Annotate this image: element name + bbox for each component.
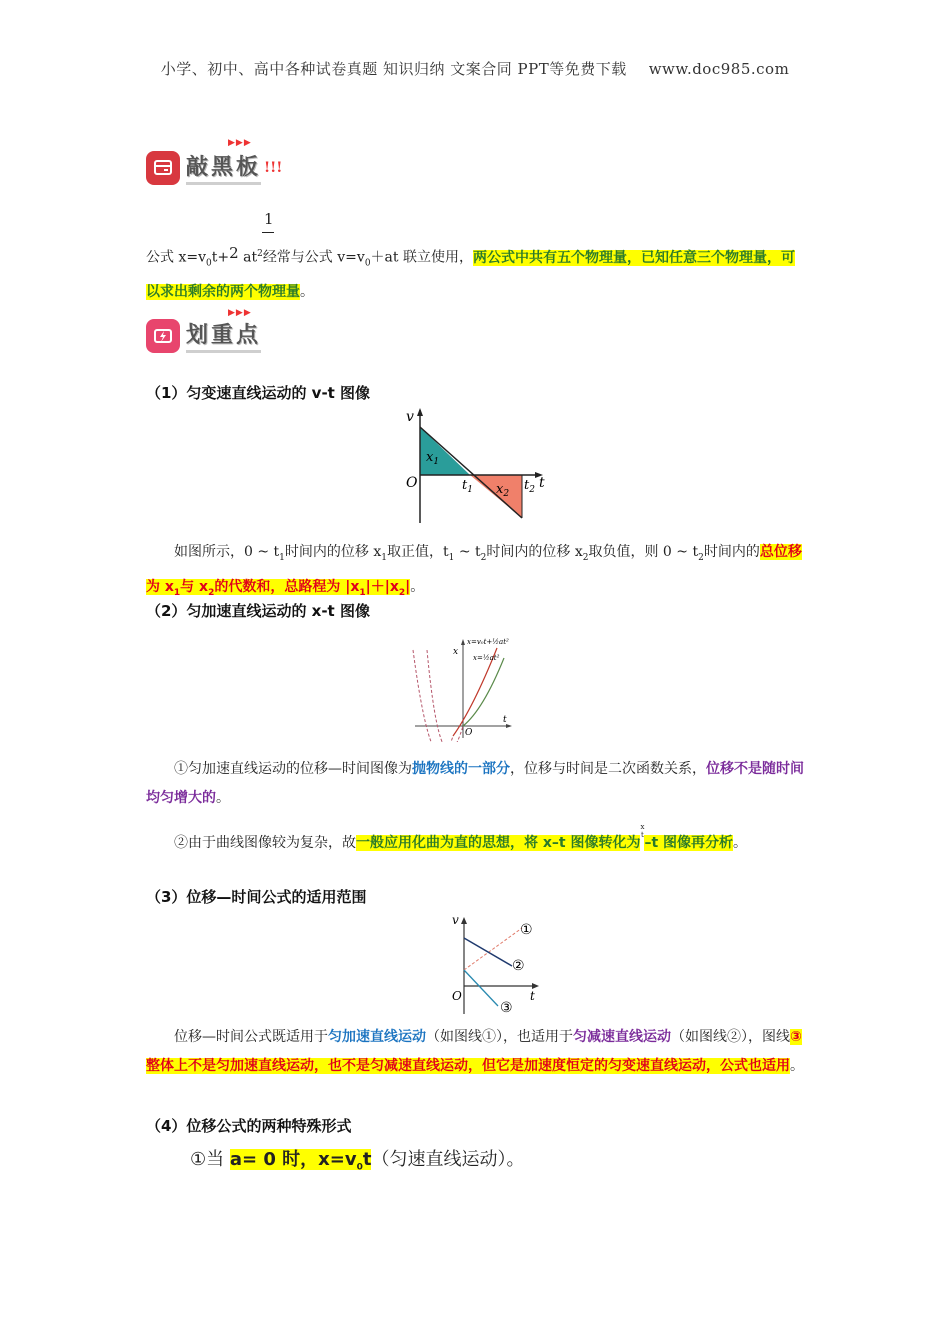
section3-paragraph: 位移—时间公式既适用于匀加速直线运动（如图线①），也适用于匀减速直线运动（如图线②），图线③整体上不是匀加速直线运动，也不是匀减速直线运动，但它是加速度恒定的匀变速直线运动，公式也适用。	[146, 1029, 804, 1074]
axis-label-x: x	[453, 647, 459, 657]
arrows-icon: ▶▶▶	[228, 308, 252, 318]
equation-2: x=½at²	[473, 654, 500, 662]
section3-heading: （3）位移—时间公式的适用范围	[146, 888, 367, 906]
xt-graph	[405, 630, 520, 742]
intro-highlight: 两公式中共有五个物理量，已知任意三个物理量，可以求出剩余的两个物理量	[146, 249, 795, 301]
t2-label: $t_2$	[524, 478, 535, 495]
x2-label: $x_2$	[496, 482, 510, 499]
header-url: www.doc985.com	[648, 60, 790, 78]
curve-zero	[463, 658, 504, 726]
section2-heading: （2）匀加速直线运动的 x-t 图像	[146, 602, 370, 620]
intro-paragraph: 公式 $x=v_0t+2$ $at^2$经常与公式 $v=v_0+at$ 联立使用，两公式中共有五个物理量，已知任意三个物理量，可以求出剩余的两个物理量。	[146, 243, 795, 301]
badge2-title: 划重点	[186, 318, 261, 353]
page-header	[0, 58, 950, 79]
arrows-icon: ▶▶▶	[228, 138, 252, 148]
badge-qiaoheiban	[146, 150, 282, 185]
vt-lines-graph	[450, 910, 550, 1020]
section4-heading: （4）位移公式的两种特殊形式	[146, 1117, 352, 1135]
label-3: ③	[500, 1000, 513, 1016]
t1-label: $t_1$	[462, 478, 473, 495]
line-2	[464, 938, 512, 966]
axis-label-v: v	[406, 409, 414, 425]
header-text: 小学、初中、高中各种试卷真题 知识归纳 文案合同 PPT等免费下载	[160, 60, 627, 78]
axis-label-t: t	[530, 989, 535, 1003]
axis-label-t: t	[539, 475, 545, 491]
section1-heading: （1）匀变速直线运动的 v-t 图像	[146, 384, 371, 402]
section4-highlight: a= 0 时，$x=v_0t$	[229, 1149, 372, 1173]
axis-label-v: v	[452, 913, 459, 927]
origin-label: O	[452, 989, 462, 1003]
section2-paragraph1: ①匀加速直线运动的位移—时间图像为抛物线的一部分，位移与时间是二次函数关系，位移不是随时间均匀增大的。	[146, 761, 804, 806]
section4-item1: ①当 a= 0 时，$x=v_0t$（匀速直线运动）。	[190, 1149, 525, 1173]
badge-huazhongdian	[146, 318, 261, 353]
fraction-half: 1	[264, 210, 274, 228]
section1-paragraph: 如图所示，0 ~ $t_1$时间内的位移 $x_1$取正值，$t_1$ ~ $t_2$时间内的位移 $x_2$取负值，则 0 ~ $t_2$时间内的总位移为 $x_1$与 $x_2$的代数和，总路程为 $|x_1|+|x_2|$。	[146, 544, 802, 598]
board-icon	[146, 151, 180, 185]
fraction-x-over-t: x t	[640, 823, 645, 839]
origin-label: O	[406, 475, 418, 491]
section3-highlight: ③整体上不是匀加速直线运动，也不是匀减速直线运动，但它是加速度恒定的匀变速直线运动，公式也适用	[146, 1029, 802, 1074]
label-1: ①	[520, 922, 533, 938]
badge1-suffix: !!!	[264, 159, 283, 176]
badge1-title: 敲黑板	[186, 150, 261, 185]
x1-label: $x_1$	[426, 450, 440, 467]
label-2: ②	[512, 958, 525, 974]
lightning-icon	[146, 319, 180, 353]
line-3	[464, 970, 498, 1006]
equation-1: x=v₀t+½at²	[467, 638, 509, 646]
axis-label-t: t	[503, 715, 507, 725]
origin-label: O	[465, 728, 473, 738]
section1-highlight: 总位移为 $x_1$与 $x_2$的代数和，总路程为 $|x_1|+|x_2|$	[146, 544, 802, 598]
vt-graph	[402, 405, 552, 525]
section2-paragraph2: ②由于曲线图像较为复杂，故一般应用化曲为直的思想，将 x–t 图像转化为x t–t 图像再分析。	[174, 823, 748, 851]
